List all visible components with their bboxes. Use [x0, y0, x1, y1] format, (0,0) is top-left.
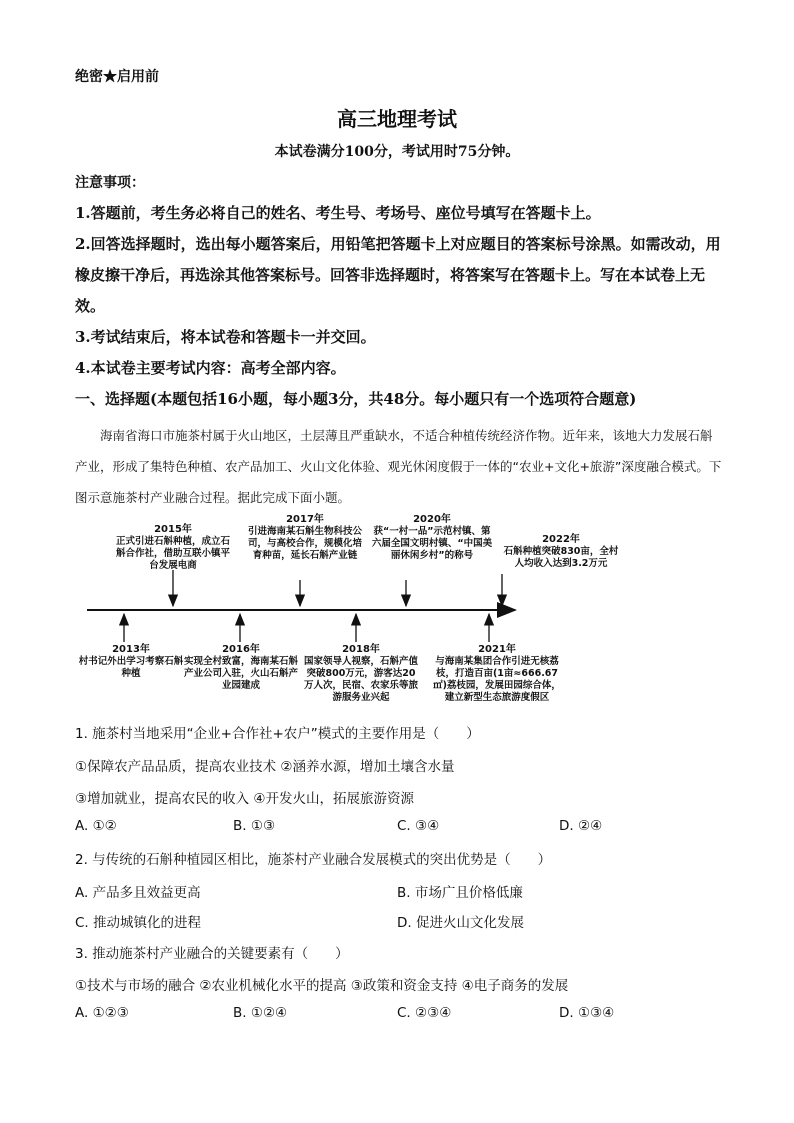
event-text: 正式引进石斛种植，成立石斛合作社，借助互联小镇平台发展电商	[115, 536, 230, 571]
question-1-stem: 1. 施茶村当地采用“企业+合作社+农户”模式的主要作用是（ ）	[75, 726, 480, 742]
question-1-option-b[interactable]: B. ①③	[233, 818, 276, 834]
question-1-option-c[interactable]: C. ③④	[397, 818, 440, 834]
notes-heading: 注意事项：	[75, 175, 145, 191]
question-3-option-a[interactable]: A. ①②③	[75, 1005, 129, 1021]
event-year: 2016年	[222, 644, 260, 655]
event-2022	[499, 534, 623, 570]
event-text: 与海南某集团合作引进无核荔枝，打造百亩(1亩≈666.67㎡)荔枝园，发展田园综合体，建立新型生态旅游度假区	[433, 656, 561, 703]
question-3-stem: 3. 推动施茶村产业融合的关键要素有（ ）	[75, 946, 349, 962]
event-year: 2020年	[413, 514, 451, 525]
exam-title: 高三地理考试	[337, 107, 457, 131]
event-2013	[75, 644, 187, 680]
event-text: 获“一村一品”示范村镇、第六届全国文明村镇、“中国美丽休闲乡村”的称号	[371, 526, 493, 561]
event-year: 2013年	[112, 644, 150, 655]
event-2015	[113, 524, 233, 572]
event-2016	[183, 644, 299, 692]
question-3-statement-1: ①技术与市场的融合 ②农业机械化水平的提高 ③政策和资金支持 ④电子商务的发展	[75, 978, 569, 994]
question-1-statement-2: ③增加就业，提高农民的收入 ④开发火山，拓展旅游资源	[75, 791, 414, 807]
question-2-option-a[interactable]: A. 产品多且效益更高	[75, 885, 201, 901]
question-3-option-d[interactable]: D. ①③④	[559, 1005, 615, 1021]
question-2-stem: 2. 与传统的石斛种植园区相比，施茶村产业融合发展模式的突出优势是（ ）	[75, 852, 552, 868]
event-year: 2018年	[342, 644, 380, 655]
event-2017	[245, 514, 365, 562]
event-text: 村书记外出学习考察石斛种植	[78, 656, 184, 679]
reading-passage: 海南省海口市施茶村属于火山地区，土层薄且严重缺水，不适合种植传统经济作物。近年来，该地大力发展石斛产业，形成了集特色种植、农产品加工、火山文化体验、观光休闲度假于一体的“农业+文化+旅游”深度融合模式。下图示意施茶村产业融合过程。据此完成下面小题。	[75, 428, 722, 505]
question-1-option-a[interactable]: A. ①②	[75, 818, 117, 834]
question-2-option-c[interactable]: C. 推动城镇化的进程	[75, 915, 202, 931]
question-3-option-b[interactable]: B. ①②④	[233, 1005, 288, 1021]
event-year: 2022年	[542, 534, 580, 545]
question-1-option-d[interactable]: D. ②④	[559, 818, 603, 834]
question-2-option-d[interactable]: D. 促进火山文化发展	[397, 915, 524, 931]
note-item-2: 2.回答选择题时，选出每小题答案后，用铅笔把答题卡上对应题目的答案标号涂黑。如需改动，用橡皮擦干净后，再选涂其他答案标号。回答非选择题时，将答案写在答题卡上。写在本试卷上无效。	[75, 235, 721, 315]
event-year: 2015年	[154, 524, 192, 535]
note-item-4: 4.本试卷主要考试内容：高考全部内容。	[75, 359, 346, 377]
note-item-3: 3.考试结束后，将本试卷和答题卡一并交回。	[75, 328, 376, 346]
question-3-option-c[interactable]: C. ②③④	[397, 1005, 452, 1021]
note-item-1: 1.答题前，考生务必将自己的姓名、考生号、考场号、座位号填写在答题卡上。	[75, 204, 601, 222]
event-2021	[431, 644, 563, 704]
question-2-option-b[interactable]: B. 市场广且价格低廉	[397, 885, 523, 901]
event-text: 引进海南某石斛生物科技公司，与高校合作，规模化培育种苗，延长石斛产业链	[247, 526, 362, 561]
timeline-diagram	[75, 512, 723, 708]
event-text: 实现全村致富，海南某石斛产业公司入驻，火山石斛产业园建成	[183, 656, 298, 691]
event-year: 2021年	[478, 644, 516, 655]
event-2018	[303, 644, 419, 704]
question-1-statement-1: ①保障农产品品质，提高农业技术 ②涵养水源，增加土壤含水量	[75, 759, 455, 775]
confidential-label: 绝密★启用前	[75, 69, 159, 85]
event-text: 国家领导人视察，石斛产值突破800万元，游客达20万人次，民宿、农家乐等旅游服务业兴起	[303, 656, 418, 703]
section-title: 一、选择题(本题包括16小题，每小题3分，共48分。每小题只有一个选项符合题意)	[75, 390, 637, 408]
event-text: 石斛种植突破830亩，全村人均收入达到3.2万元	[503, 546, 619, 569]
event-year: 2017年	[286, 514, 324, 525]
event-2020	[371, 514, 493, 562]
exam-subtitle: 本试卷满分100分，考试用时75分钟。	[274, 144, 520, 160]
